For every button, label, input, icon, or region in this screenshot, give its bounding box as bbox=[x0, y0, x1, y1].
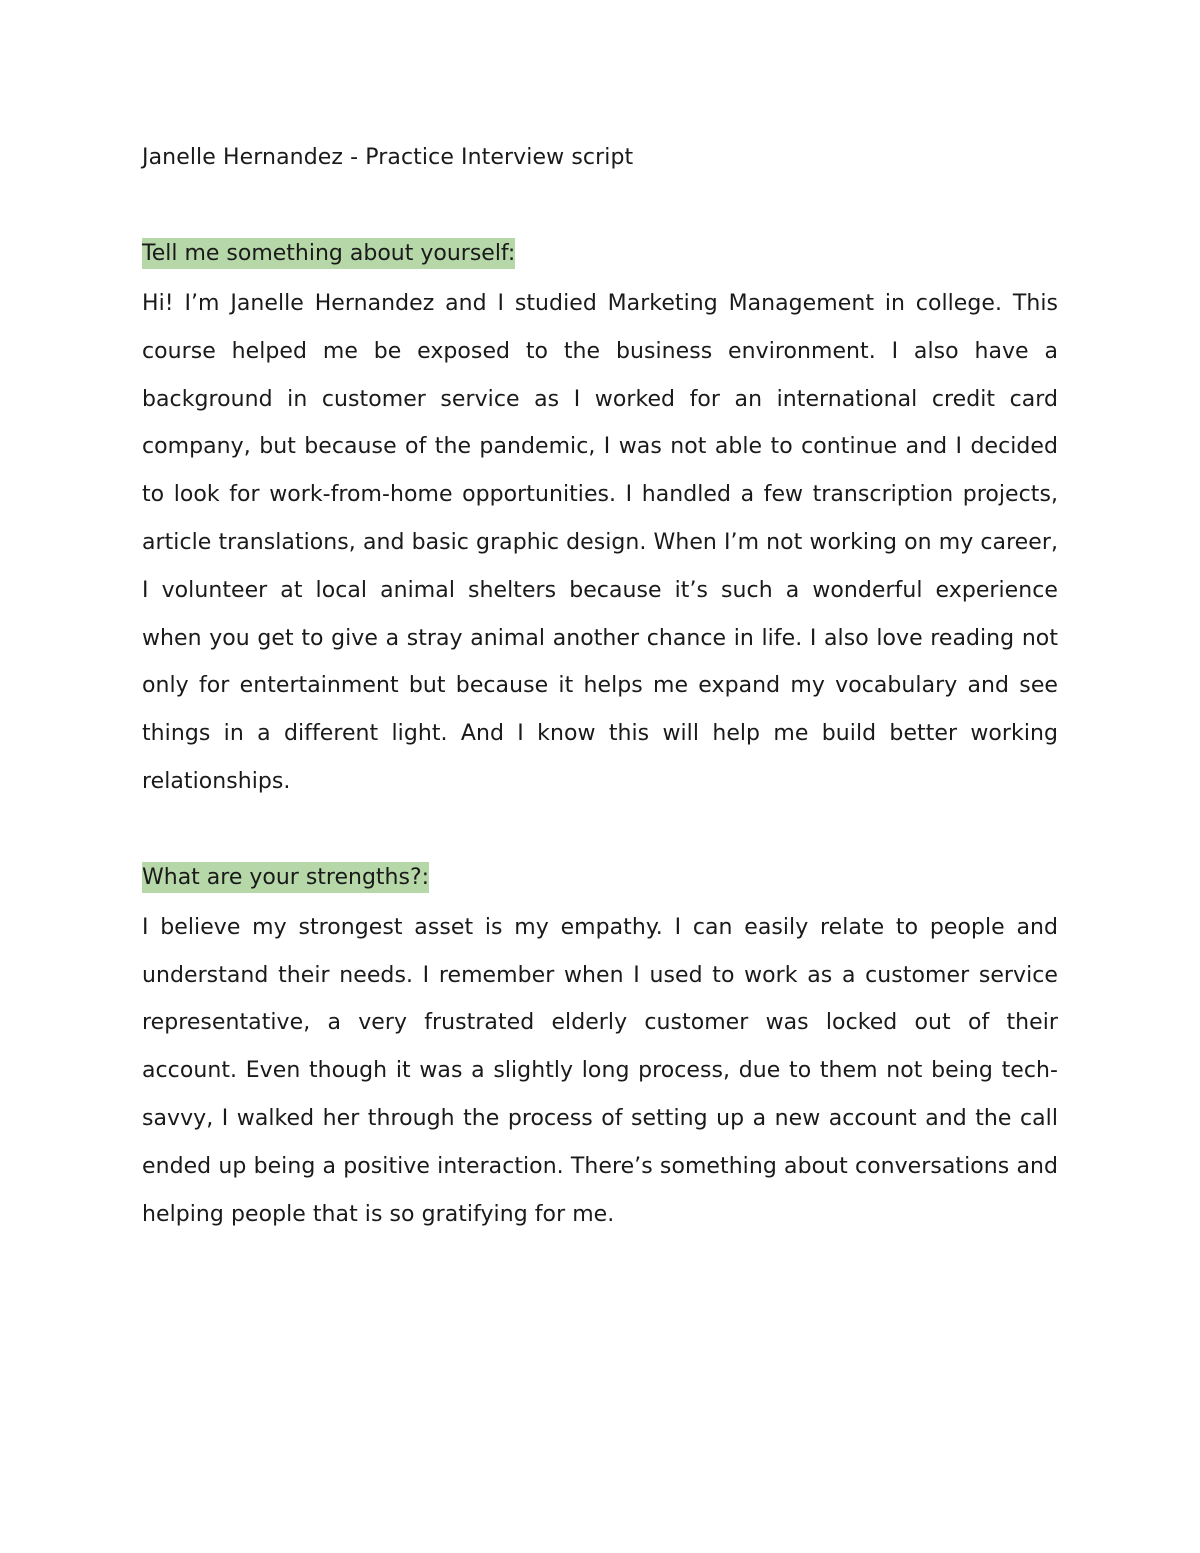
question-heading: What are your strengths?: bbox=[142, 862, 429, 893]
section-about-yourself bbox=[142, 232, 1058, 806]
document-page bbox=[142, 136, 1058, 1238]
question-heading: Tell me something about yourself: bbox=[142, 238, 515, 269]
section-strengths bbox=[142, 856, 1058, 1239]
document-title: Janelle Hernandez - Practice Interview script bbox=[142, 145, 634, 170]
answer-paragraph: Hi! I’m Janelle Hernandez and I studied Marketing Management in college. This course helped me be exposed to the business environment. I also have a background in customer service as I worked for an international credit card company, but because of the pandemic, I was not able to continue and I decided to look for work-from-home opportunities. I handled a few transcription projects, article translations, and basic graphic design. When I’m not working on my career, I volunteer at local animal shelters because it’s such a wonderful experience when you get to give a stray animal another chance in life. I also love reading not only for entertainment but because it helps me expand my vocabulary and see things in a different light. And I know this will help me build better working relationships. bbox=[142, 291, 1058, 794]
answer-paragraph: I believe my strongest asset is my empathy. I can easily relate to people and understand their needs. I remember when I used to work as a customer service representative, a very frustrated elderly customer was locked out of their account. Even though it was a slightly long process, due to them not being tech-savvy, I walked her through the process of setting up a new account and the call ended up being a positive interaction. There’s something about conversations and helping people that is so gratifying for me. bbox=[142, 914, 1058, 1227]
